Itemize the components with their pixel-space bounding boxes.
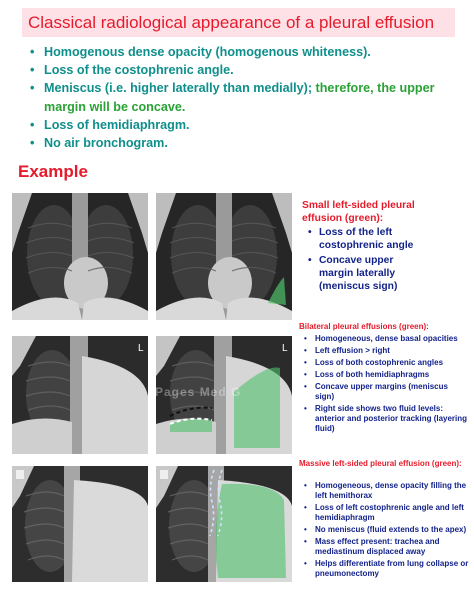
xray-image — [156, 193, 292, 320]
case-point-text: Concave upper margin laterally (meniscus sign) — [319, 255, 398, 292]
bullet-icon: • — [30, 63, 35, 78]
bullet-icon: • — [30, 117, 35, 132]
case-point-text: Right side shows two fluid levels: anterior and posterior tracking (layering fluid) — [315, 404, 468, 433]
feature-text: Loss of the costophrenic angle. — [44, 63, 234, 78]
case-point — [304, 358, 469, 368]
case-point — [304, 559, 469, 579]
page-title: Classical radiological appearance of a pleural effusion — [22, 8, 455, 37]
case-point-text: Concave upper margins (meniscus sign) — [315, 382, 448, 401]
xray-image — [12, 336, 148, 454]
xray-normal-3 — [12, 466, 148, 582]
feature-item — [28, 79, 468, 115]
bullet-icon: • — [30, 136, 35, 151]
case-point — [304, 346, 469, 356]
case-point — [304, 481, 469, 501]
case-points — [304, 481, 469, 579]
bullet-icon: • — [304, 559, 307, 568]
bullet-icon: • — [308, 227, 312, 238]
bullet-icon: • — [304, 525, 307, 534]
watermark: Pages Med G — [155, 385, 242, 399]
case-points — [304, 334, 469, 434]
case-point — [304, 525, 469, 535]
case-point-text: Loss of both hemidiaphragms — [315, 370, 430, 379]
example-heading: Example — [18, 162, 88, 181]
feature-item — [28, 116, 468, 134]
case-point-text: Homogeneous, dense opacity filling the left hemithorax — [315, 481, 467, 500]
feature-text: Loss of hemidiaphragm. — [44, 117, 190, 132]
marker-icon — [16, 470, 24, 479]
feature-text: Homogenous dense opacity (homogenous whiteness). — [44, 45, 371, 59]
bullet-icon: • — [304, 370, 307, 379]
case-point-text: Homogeneous, dense basal opacities — [315, 334, 458, 343]
marker-L: L — [138, 343, 144, 354]
bullet-icon: • — [30, 45, 35, 59]
case-point — [304, 537, 469, 557]
case-point — [308, 226, 426, 252]
feature-item — [28, 61, 468, 79]
bullet-icon: • — [304, 503, 307, 512]
xray-image — [156, 466, 292, 582]
bullet-icon: • — [304, 334, 307, 343]
case-point — [304, 334, 469, 344]
xray-normal-1 — [12, 193, 148, 320]
feature-text: Meniscus (i.e. higher laterally than medially); — [44, 81, 316, 96]
case-point-text: Helps differentiate from lung collapse or pneumonectomy — [315, 559, 469, 578]
marker-L: L — [282, 343, 288, 354]
case-point-text: Loss of both costophrenic angles — [315, 358, 444, 367]
feature-text-highlight: therefore, the upper margin will be concave. — [44, 81, 435, 114]
case-point-text: Loss of left costophrenic angle and left hemidiaphragm — [315, 503, 464, 522]
case-point — [304, 382, 469, 402]
case-point — [304, 503, 469, 523]
bullet-icon: • — [30, 81, 35, 96]
case-caption: Small left-sided pleural effusion (green): — [302, 200, 415, 224]
xray-normal-2 — [12, 336, 148, 454]
effusion-overlay — [216, 484, 286, 578]
xray-image — [12, 193, 148, 320]
case-point — [304, 404, 469, 434]
case-point — [308, 254, 426, 293]
bullet-icon: • — [304, 358, 307, 367]
case-point — [304, 370, 469, 380]
case-points — [308, 226, 426, 293]
xray-annotated-1 — [156, 193, 292, 320]
case-point-text: Left effusion > right — [315, 346, 390, 355]
case-caption: Bilateral pleural effusions (green): — [299, 322, 429, 331]
case-caption: Massive left-sided pleural effusion (green): — [299, 459, 462, 468]
case-point-text: No meniscus (fluid extends to the apex) — [315, 525, 467, 534]
bullet-icon: • — [308, 255, 312, 266]
case-point-text: Mass effect present: trachea and mediastinum displaced away — [315, 537, 440, 556]
bullet-icon: • — [304, 346, 307, 355]
xray-annotated-3 — [156, 466, 292, 582]
bullet-icon: • — [304, 404, 307, 413]
bullet-icon: • — [304, 382, 307, 391]
feature-item — [28, 134, 468, 152]
bullet-icon: • — [304, 481, 307, 490]
bullet-icon: • — [304, 537, 307, 546]
feature-item — [28, 43, 468, 61]
features-list — [28, 43, 468, 152]
xray-image — [12, 466, 148, 582]
marker-icon — [160, 470, 168, 479]
feature-text: No air bronchogram. — [44, 136, 168, 151]
case-point-text: Loss of the left costophrenic angle — [319, 227, 414, 251]
